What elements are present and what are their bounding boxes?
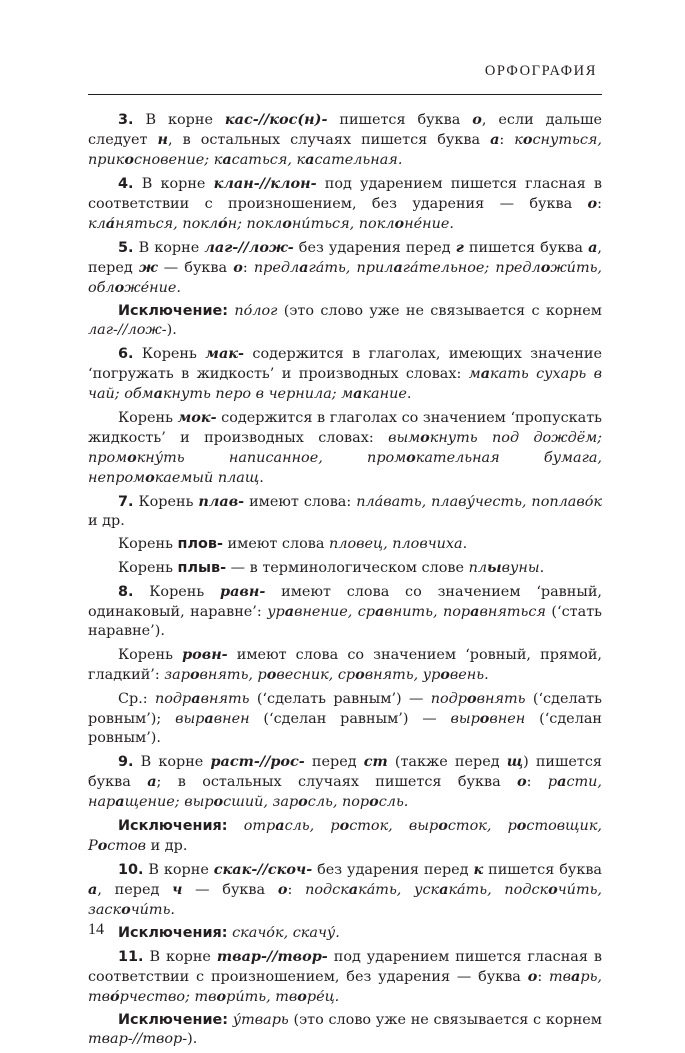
rule-number: 3. bbox=[118, 112, 134, 128]
text: без ударения перед bbox=[293, 240, 456, 256]
text: (‘сделан равным’) — bbox=[249, 711, 451, 727]
text: ). bbox=[166, 322, 177, 338]
text: В корне bbox=[149, 949, 217, 965]
header-rule bbox=[88, 94, 602, 95]
text: , перед bbox=[97, 882, 173, 898]
root-term: раст-//рос- bbox=[210, 753, 305, 770]
examples: макать сухарь в чай; обмакнуть перо в чернила; макание bbox=[88, 365, 602, 402]
root-term: плав- bbox=[198, 493, 245, 510]
root-term: плыв- bbox=[177, 560, 227, 576]
root-term: мок- bbox=[177, 409, 217, 426]
text: В корне bbox=[145, 112, 225, 128]
text: , в остальных случаях пишется буква bbox=[168, 132, 491, 148]
root-term: плов- bbox=[177, 536, 223, 552]
text: — буква bbox=[182, 882, 278, 898]
paragraph-rule-8 bbox=[88, 582, 602, 641]
example: по́лог bbox=[228, 303, 278, 319]
examples: заровнять, ровесник, сровнять, уровень bbox=[164, 666, 485, 683]
text: : bbox=[597, 196, 602, 212]
examples: расти, наращение; выросший, заросль, поросль. bbox=[88, 773, 602, 810]
letter: о bbox=[472, 111, 482, 128]
paragraph-rule-8c bbox=[88, 689, 602, 748]
text: Корень bbox=[118, 536, 178, 552]
letter: ст bbox=[363, 753, 388, 770]
text: под ударением пишется гласная в соответствии с произношением, без ударения — буква bbox=[88, 176, 603, 212]
example: выровнен bbox=[450, 710, 526, 727]
examples: тварь, тво́рчество; твори́ть, творе́ц. bbox=[88, 968, 602, 1005]
paragraph-exception-10 bbox=[88, 924, 602, 943]
text: имеют слова со значением ‘ровный, прямой, гладкий’: bbox=[88, 647, 603, 683]
text: Корень bbox=[141, 346, 206, 362]
paragraph-rule-3 bbox=[88, 110, 602, 170]
examples: коснуться, прикосновение; касаться, касательная. bbox=[88, 131, 602, 168]
example: лаг-//лож- bbox=[88, 322, 167, 338]
paragraph-exception-11 bbox=[88, 1011, 602, 1049]
text: (‘сделан ровным’). bbox=[88, 711, 603, 746]
text: без ударения перед bbox=[312, 862, 474, 878]
example: выравнен bbox=[175, 710, 250, 727]
letter: г bbox=[455, 239, 464, 256]
rule-number: 6. bbox=[118, 346, 134, 362]
text: . bbox=[259, 470, 264, 486]
letter: о bbox=[233, 259, 243, 276]
text: Корень bbox=[138, 494, 199, 510]
text: : bbox=[526, 774, 548, 790]
page-body bbox=[88, 110, 602, 1053]
text: и др. bbox=[146, 838, 188, 854]
text: пишется буква bbox=[327, 112, 473, 128]
root-term: лаг-//лож- bbox=[204, 239, 294, 256]
exception-label: Исключение: bbox=[118, 1012, 229, 1028]
paragraph-exception-5 bbox=[88, 302, 602, 340]
text: В корне bbox=[148, 862, 214, 878]
text: Корень bbox=[118, 647, 183, 663]
paragraph-rule-7 bbox=[88, 492, 602, 531]
text: Корень bbox=[118, 560, 178, 576]
text: имеют слова: bbox=[244, 494, 357, 510]
text: . bbox=[462, 536, 468, 552]
text: имеют слова со значением ‘равный, одинаковый, наравне’: bbox=[88, 584, 602, 620]
paragraph-rule-11 bbox=[88, 947, 602, 1007]
text: ). bbox=[187, 1031, 198, 1047]
example: подравнять bbox=[155, 690, 250, 707]
text: Корень bbox=[149, 584, 221, 600]
text: Корень bbox=[118, 410, 178, 426]
paragraph-rule-7b bbox=[88, 535, 602, 554]
example: твар-//твор- bbox=[88, 1031, 188, 1047]
text: В корне bbox=[141, 176, 214, 192]
examples: кла́няться, покло́н; поклони́ться, поклоне́ние. bbox=[88, 215, 454, 232]
examples: пла́вать, плаву́честь, поплаво́к bbox=[356, 494, 603, 510]
text: . bbox=[406, 386, 412, 402]
text: , перед bbox=[88, 240, 602, 276]
examples: плывуны bbox=[468, 559, 540, 576]
letter: о bbox=[517, 773, 527, 790]
text: перед bbox=[304, 754, 364, 770]
paragraph-rule-8b bbox=[88, 645, 602, 685]
letter: н bbox=[157, 131, 169, 148]
paragraph-rule-6 bbox=[88, 344, 602, 404]
text: . bbox=[539, 560, 545, 576]
rule-number: 10. bbox=[118, 862, 144, 878]
exception-label: Исключение: bbox=[118, 303, 229, 319]
rule-number: 9. bbox=[118, 754, 134, 770]
examples: вымокнуть под дождём; промокну́ть написанное, промокательная бумага, непромокаемый плащ bbox=[88, 429, 603, 486]
text: имеют слова bbox=[222, 536, 330, 552]
letter: ж bbox=[138, 259, 158, 276]
page-number: 14 bbox=[88, 921, 104, 938]
example: у́тварь bbox=[228, 1012, 289, 1028]
rule-number: 11. bbox=[118, 949, 144, 965]
root-term: клан-//клон- bbox=[213, 175, 317, 192]
text: В корне bbox=[140, 754, 211, 770]
root-term: кас-//кос(н)- bbox=[224, 111, 328, 128]
text: содержится в глаголах со значением ‘пропускать жидкость’ и производных словах: bbox=[88, 410, 602, 446]
text: Ср.: bbox=[118, 691, 155, 707]
root-term: твар-//твор- bbox=[216, 948, 328, 965]
rule-number: 7. bbox=[118, 494, 134, 510]
examples: предлага́ть, прилага́тельное; предложи́ть, обложе́ние. bbox=[88, 259, 602, 296]
letter: ч bbox=[172, 881, 183, 898]
text: , если дальше следует bbox=[88, 112, 602, 148]
examples: пловец, пловчиха bbox=[329, 536, 463, 552]
paragraph-rule-6b bbox=[88, 408, 602, 488]
paragraph-rule-4 bbox=[88, 174, 602, 234]
text: В корне bbox=[138, 240, 205, 256]
letter: а bbox=[88, 881, 98, 898]
paragraph-rule-10 bbox=[88, 860, 602, 920]
text: пишется буква bbox=[463, 240, 589, 256]
letter: а bbox=[147, 773, 157, 790]
letter: к bbox=[473, 861, 484, 878]
examples: скачо́к, скачу́. bbox=[227, 925, 340, 941]
root-term: равн- bbox=[220, 583, 266, 600]
paragraph-exception-9 bbox=[88, 816, 602, 856]
text: содержится в глаголах, имеющих значение ‘погружать в жидкость’ и производных словах: bbox=[88, 346, 603, 382]
text: — буква bbox=[157, 260, 234, 276]
examples: уравнение, сравнить, поравняться bbox=[267, 603, 546, 620]
text: : bbox=[287, 882, 306, 898]
paragraph-rule-5 bbox=[88, 238, 602, 298]
text: (также перед bbox=[387, 754, 507, 770]
root-term: мак- bbox=[205, 345, 245, 362]
text: (это слово уже не связывается с корнем bbox=[288, 1012, 602, 1028]
text: : bbox=[537, 969, 550, 985]
root-term: скак-//скоч- bbox=[213, 861, 313, 878]
letter: щ bbox=[506, 753, 524, 770]
rule-number: 5. bbox=[118, 240, 134, 256]
text: : bbox=[499, 132, 515, 148]
text: (‘сделать равным’) — bbox=[249, 691, 431, 707]
paragraph-rule-9 bbox=[88, 752, 602, 812]
letter: а bbox=[588, 239, 598, 256]
text: под ударением пишется гласная в соответствии с произношением, без ударения — буква bbox=[88, 949, 603, 985]
text: (это слово уже не связывается с корнем bbox=[277, 303, 602, 319]
exception-label: Исключения: bbox=[118, 925, 228, 941]
text: пишется буква bbox=[483, 862, 602, 878]
text: . bbox=[484, 667, 489, 683]
paragraph-rule-7c bbox=[88, 558, 602, 578]
running-header: ОРФОГРАФИЯ bbox=[484, 63, 597, 79]
letter: о bbox=[277, 881, 288, 898]
text: ) пишется буква bbox=[88, 754, 603, 790]
text: и др. bbox=[88, 513, 125, 529]
root-term: ровн- bbox=[182, 646, 228, 663]
text: ; в остальных случаях пишется буква bbox=[156, 774, 518, 790]
example: подровнять bbox=[430, 690, 526, 707]
rule-number: 8. bbox=[118, 584, 134, 600]
examples: подскака́ть, ускака́ть, подскочи́ть, заскочи́ть. bbox=[88, 881, 603, 918]
text: (‘стать наравне’). bbox=[88, 604, 602, 639]
text: : bbox=[242, 260, 254, 276]
exception-label: Исключения: bbox=[118, 818, 228, 834]
text: — в терминологическом слове bbox=[226, 560, 469, 576]
examples: отрасль, росток, выросток, ростовщик, Ростов bbox=[88, 817, 602, 854]
rule-number: 4. bbox=[118, 176, 134, 192]
letter: о bbox=[587, 195, 598, 212]
letter: о bbox=[527, 968, 538, 985]
text: (‘сделать ровным’); bbox=[88, 691, 602, 727]
letter: а bbox=[490, 131, 500, 148]
